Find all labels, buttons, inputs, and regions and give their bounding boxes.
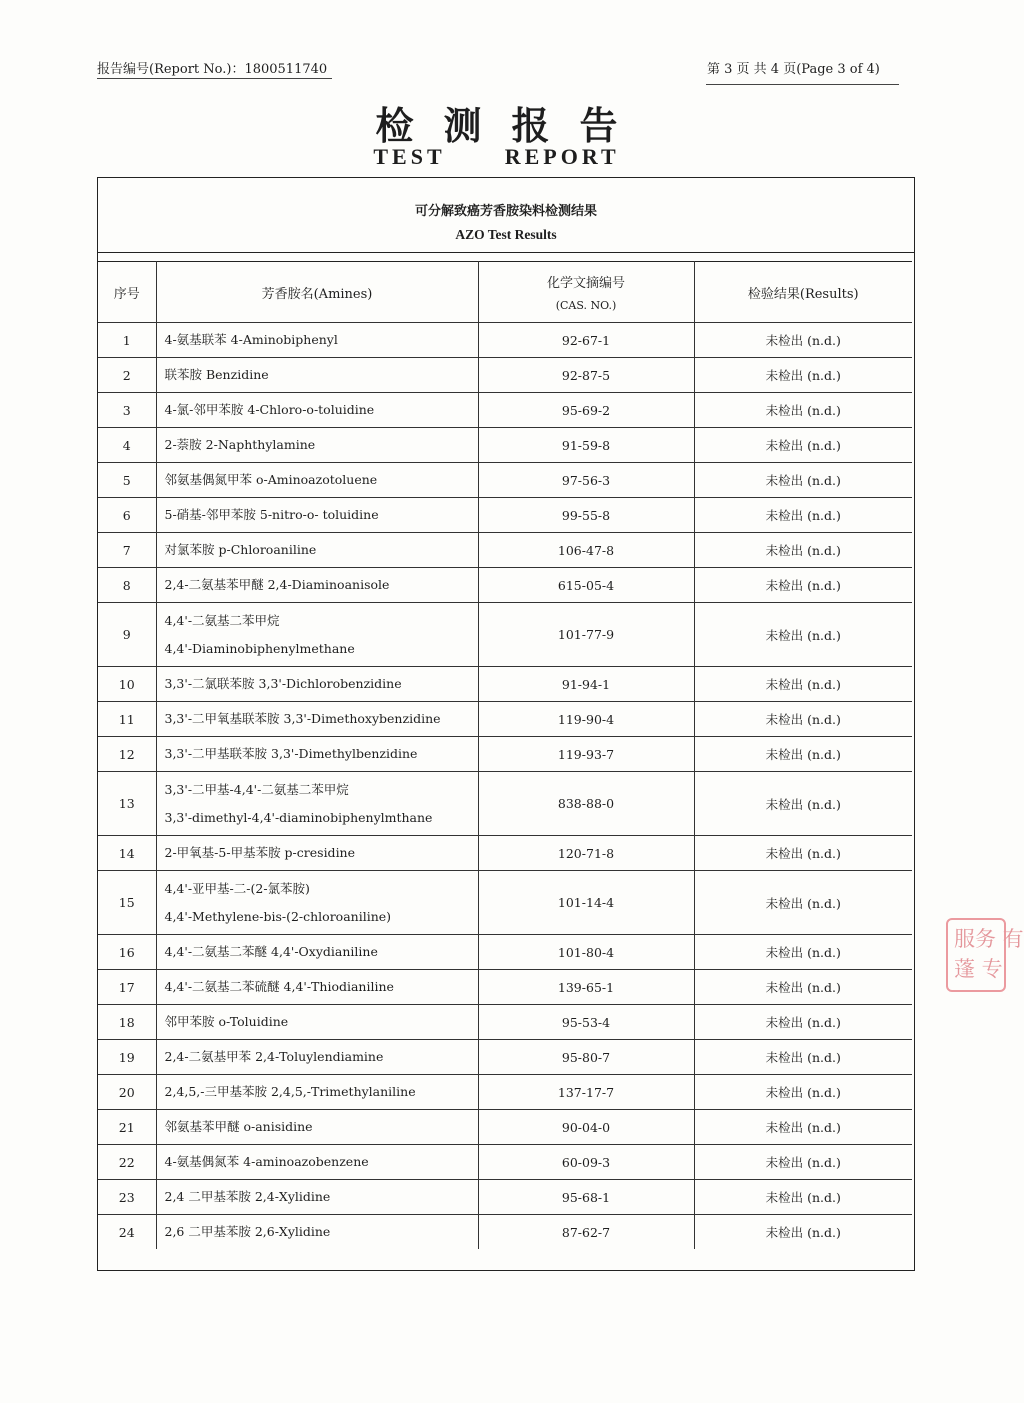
amine-name-line: 4-氯-邻甲苯胺 4-Chloro-o-toluidine	[164, 402, 375, 417]
test-result: 未检出 (n.d.)	[694, 393, 912, 428]
row-number: 22	[98, 1145, 156, 1180]
amine-name	[156, 667, 478, 702]
amine-name-line: 3,3'-二甲氧基联苯胺 3,3'-Dimethoxybenzidine	[164, 711, 441, 726]
test-result: 未检出 (n.d.)	[694, 772, 912, 836]
test-result: 未检出 (n.d.)	[694, 1040, 912, 1075]
row-number: 9	[98, 603, 156, 667]
results-frame	[97, 177, 915, 1271]
amine-name-line: 邻氨基苯甲醚 o-anisidine	[164, 1119, 313, 1134]
cas-number: 95-69-2	[478, 393, 694, 428]
row-number: 2	[98, 358, 156, 393]
test-result: 未检出 (n.d.)	[694, 1145, 912, 1180]
cas-number: 615-05-4	[478, 568, 694, 603]
amine-name-line: 3,3'-二甲基联苯胺 3,3'-Dimethylbenzidine	[164, 746, 418, 761]
amine-name-line: 2,4 二甲基苯胺 2,4-Xylidine	[164, 1189, 331, 1204]
test-result: 未检出 (n.d.)	[694, 498, 912, 533]
test-result: 未检出 (n.d.)	[694, 871, 912, 935]
table-row	[98, 871, 912, 935]
row-number: 14	[98, 836, 156, 871]
row-number: 4	[98, 428, 156, 463]
amine-name-line: 2,4-二氨基苯甲醚 2,4-Diaminoanisole	[164, 577, 390, 592]
amine-name-line: 4-氨基联苯 4-Aminobiphenyl	[164, 332, 338, 347]
col-header-result: 检验结果(Results)	[694, 262, 912, 323]
amine-name-line: 5-硝基-邻甲苯胺 5-nitro-o- toluidine	[164, 507, 379, 522]
section-title-cn: 可分解致癌芳香胺染料检测结果	[414, 204, 597, 219]
test-result: 未检出 (n.d.)	[694, 323, 912, 358]
cas-number: 101-14-4	[478, 871, 694, 935]
table-row	[98, 737, 912, 772]
table-row	[98, 1040, 912, 1075]
cas-number: 838-88-0	[478, 772, 694, 836]
cas-number: 106-47-8	[478, 533, 694, 568]
test-result: 未检出 (n.d.)	[694, 1110, 912, 1145]
table-row	[98, 935, 912, 970]
table-row	[98, 1145, 912, 1180]
row-number: 18	[98, 1005, 156, 1040]
cas-number: 95-80-7	[478, 1040, 694, 1075]
amine-name-line: 2,6 二甲基苯胺 2,6-Xylidine	[164, 1224, 331, 1239]
cas-number: 99-55-8	[478, 498, 694, 533]
amine-name	[156, 737, 478, 772]
header-underline-right	[706, 84, 899, 85]
test-result: 未检出 (n.d.)	[694, 935, 912, 970]
amine-name	[156, 1215, 478, 1250]
row-number: 21	[98, 1110, 156, 1145]
amine-name-line: 3,3'-二氯联苯胺 3,3'-Dichlorobenzidine	[164, 676, 402, 691]
test-result: 未检出 (n.d.)	[694, 533, 912, 568]
amine-name	[156, 323, 478, 358]
test-result: 未检出 (n.d.)	[694, 463, 912, 498]
cas-number: 101-80-4	[478, 935, 694, 970]
row-number: 3	[98, 393, 156, 428]
amine-name	[156, 428, 478, 463]
table-row	[98, 1215, 912, 1250]
col-header-cas-en: (CAS. NO.)	[555, 299, 617, 312]
cas-number: 139-65-1	[478, 970, 694, 1005]
amine-name-line-2: 4,4'-Methylene-bis-(2-chloroaniline)	[164, 908, 392, 924]
section-title	[98, 178, 914, 253]
row-number: 7	[98, 533, 156, 568]
row-number: 10	[98, 667, 156, 702]
table-row	[98, 1110, 912, 1145]
cas-number: 137-17-7	[478, 1075, 694, 1110]
row-number: 1	[98, 323, 156, 358]
amine-name	[156, 1180, 478, 1215]
stamp-line-2: 蓬 专	[954, 957, 1003, 981]
amine-name	[156, 393, 478, 428]
amine-name	[156, 358, 478, 393]
report-number: 报告编号(Report No.)：1800511740	[97, 62, 328, 77]
amine-name-line-2: 3,3'-dimethyl-4,4'-diaminobiphenylmthane	[164, 809, 433, 825]
amine-name	[156, 603, 478, 667]
table-row	[98, 1075, 912, 1110]
table-row	[98, 323, 912, 358]
amine-name	[156, 1110, 478, 1145]
amine-name	[156, 935, 478, 970]
amine-name	[156, 498, 478, 533]
amine-name-line: 对氯苯胺 p-Chloroaniline	[164, 542, 317, 557]
col-header-cas	[478, 262, 694, 323]
cas-number: 120-71-8	[478, 836, 694, 871]
cas-number: 91-94-1	[478, 667, 694, 702]
row-number: 19	[98, 1040, 156, 1075]
amine-name	[156, 772, 478, 836]
test-result: 未检出 (n.d.)	[694, 1180, 912, 1215]
amine-name	[156, 568, 478, 603]
amine-name-line-2: 4,4'-Diaminobiphenylmethane	[164, 640, 355, 656]
report-title-en: TEST REPORT	[373, 144, 620, 169]
table-row	[98, 463, 912, 498]
cas-number: 90-04-0	[478, 1110, 694, 1145]
cas-number: 87-62-7	[478, 1215, 694, 1250]
cas-number: 91-59-8	[478, 428, 694, 463]
row-number: 24	[98, 1215, 156, 1250]
azo-results-table	[98, 261, 912, 1249]
amine-name-line: 联苯胺 Benzidine	[164, 367, 269, 382]
page-indicator: 第 3 页 共 4 页(Page 3 of 4)	[707, 62, 880, 77]
table-row	[98, 970, 912, 1005]
cas-number: 60-09-3	[478, 1145, 694, 1180]
amine-name	[156, 1145, 478, 1180]
cas-number: 101-77-9	[478, 603, 694, 667]
test-result: 未检出 (n.d.)	[694, 568, 912, 603]
row-number: 20	[98, 1075, 156, 1110]
test-result: 未检出 (n.d.)	[694, 737, 912, 772]
amine-name	[156, 463, 478, 498]
amine-name-line: 2-甲氧基-5-甲基苯胺 p-cresidine	[164, 845, 356, 860]
table-row	[98, 498, 912, 533]
test-result: 未检出 (n.d.)	[694, 836, 912, 871]
test-result: 未检出 (n.d.)	[694, 603, 912, 667]
test-result: 未检出 (n.d.)	[694, 970, 912, 1005]
table-row	[98, 568, 912, 603]
amine-name-line: 4,4'-亚甲基-二-(2-氯苯胺)	[164, 880, 310, 896]
table-row	[98, 428, 912, 463]
amine-name	[156, 702, 478, 737]
amine-name-line: 3,3'-二甲基-4,4'-二氨基二苯甲烷	[164, 781, 349, 797]
row-number: 6	[98, 498, 156, 533]
amine-name-line: 4,4'-二氨基二苯甲烷	[164, 612, 280, 628]
row-number: 12	[98, 737, 156, 772]
row-number: 17	[98, 970, 156, 1005]
table-row	[98, 836, 912, 871]
table-row	[98, 1005, 912, 1040]
table-row	[98, 393, 912, 428]
table-row	[98, 533, 912, 568]
row-number: 11	[98, 702, 156, 737]
test-result: 未检出 (n.d.)	[694, 428, 912, 463]
table-row	[98, 772, 912, 836]
cas-number: 92-87-5	[478, 358, 694, 393]
table-row	[98, 702, 912, 737]
test-result: 未检出 (n.d.)	[694, 358, 912, 393]
amine-name	[156, 1075, 478, 1110]
amine-name-line: 4-氨基偶氮苯 4-aminoazobenzene	[164, 1154, 369, 1169]
amine-name	[156, 1005, 478, 1040]
test-result: 未检出 (n.d.)	[694, 1075, 912, 1110]
row-number: 23	[98, 1180, 156, 1215]
amine-name	[156, 533, 478, 568]
col-header-cas-cn: 化学文摘编号	[546, 276, 625, 291]
cas-number: 92-67-1	[478, 323, 694, 358]
row-number: 5	[98, 463, 156, 498]
table-header-row	[98, 262, 912, 323]
report-title-cn: 检测报告	[375, 103, 648, 148]
amine-name-line: 2,4,5,-三甲基苯胺 2,4,5,-Trimethylaniline	[164, 1084, 416, 1099]
amine-name	[156, 970, 478, 1005]
test-result: 未检出 (n.d.)	[694, 702, 912, 737]
test-result: 未检出 (n.d.)	[694, 1215, 912, 1250]
cas-number: 95-53-4	[478, 1005, 694, 1040]
cas-number: 119-90-4	[478, 702, 694, 737]
amine-name-line: 2-萘胺 2-Naphthylamine	[164, 437, 316, 452]
amine-name	[156, 836, 478, 871]
col-header-no: 序号	[98, 262, 156, 323]
test-result: 未检出 (n.d.)	[694, 667, 912, 702]
amine-name	[156, 1040, 478, 1075]
amine-name-line: 4,4'-二氨基二苯醚 4,4'-Oxydianiline	[164, 944, 378, 959]
table-body	[98, 323, 912, 1250]
table-row	[98, 358, 912, 393]
table-row	[98, 603, 912, 667]
header-underline-left	[97, 78, 332, 79]
table-row	[98, 667, 912, 702]
row-number: 13	[98, 772, 156, 836]
row-number: 15	[98, 871, 156, 935]
amine-name-line: 2,4-二氨基甲苯 2,4-Toluylendiamine	[164, 1049, 384, 1064]
row-number: 8	[98, 568, 156, 603]
cas-number: 95-68-1	[478, 1180, 694, 1215]
amine-name	[156, 871, 478, 935]
red-seal-stamp	[946, 918, 1024, 992]
cas-number: 97-56-3	[478, 463, 694, 498]
row-number: 16	[98, 935, 156, 970]
cas-number: 119-93-7	[478, 737, 694, 772]
section-title-en: AZO Test Results	[455, 227, 557, 242]
amine-name-line: 邻甲苯胺 o-Toluidine	[164, 1014, 289, 1029]
col-header-name: 芳香胺名(Amines)	[156, 262, 478, 323]
amine-name-line: 邻氨基偶氮甲苯 o-Aminoazotoluene	[164, 472, 378, 487]
stamp-line-1: 服务 有	[954, 927, 1024, 951]
test-result: 未检出 (n.d.)	[694, 1005, 912, 1040]
table-row	[98, 1180, 912, 1215]
amine-name-line: 4,4'-二氨基二苯硫醚 4,4'-Thiodianiline	[164, 979, 394, 994]
